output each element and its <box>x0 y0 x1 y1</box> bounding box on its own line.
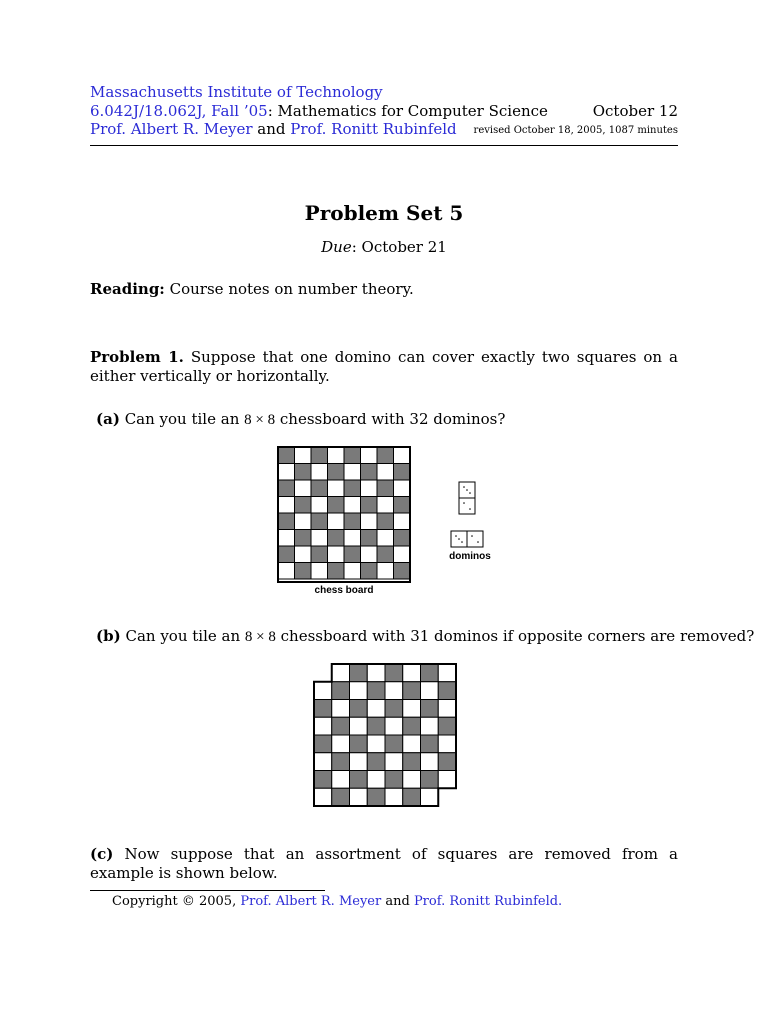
chess-board-b-corners-removed <box>314 664 456 806</box>
board-square <box>311 447 328 464</box>
board-square <box>278 513 295 530</box>
board-square <box>394 497 411 514</box>
board-square <box>295 497 312 514</box>
board-square <box>403 717 421 735</box>
board-square <box>367 753 385 771</box>
board-square <box>385 700 403 718</box>
board-square <box>328 480 345 497</box>
board-square <box>328 546 345 563</box>
board-square <box>394 480 411 497</box>
board-square <box>377 563 394 580</box>
part-c-text-1: Now suppose that an assortment of squares are removed from a <box>124 845 678 863</box>
domino-pip <box>471 535 473 537</box>
problem1-text-1: Suppose that one domino can cover exactly two squares on a <box>190 348 678 366</box>
board-square <box>332 788 350 806</box>
board-square <box>377 464 394 481</box>
board-square <box>377 497 394 514</box>
due-label: Due <box>321 238 352 256</box>
board-square <box>367 771 385 789</box>
board-square <box>421 771 439 789</box>
board-square <box>421 788 439 806</box>
part-a-pre: Can you tile an <box>124 410 240 428</box>
board-square <box>278 530 295 547</box>
board-square <box>421 682 439 700</box>
board-square <box>311 464 328 481</box>
problem1-line2: either vertically or horizontally. <box>90 367 330 385</box>
part-a-post: chessboard with 32 dominos? <box>279 410 506 428</box>
board-square <box>421 735 439 753</box>
board-square <box>361 513 378 530</box>
board-square <box>278 447 295 464</box>
footer-and: and <box>385 894 410 909</box>
board-square <box>361 447 378 464</box>
board-square <box>332 771 350 789</box>
board-square <box>295 513 312 530</box>
horizontal-domino <box>451 531 483 547</box>
board-square <box>278 546 295 563</box>
board-square <box>394 464 411 481</box>
board-square <box>385 788 403 806</box>
board-square <box>311 480 328 497</box>
board-square <box>344 497 361 514</box>
board-square <box>295 563 312 580</box>
domino-pip <box>466 489 468 491</box>
due-value: : October 21 <box>351 238 447 256</box>
part-b-question <box>96 627 754 647</box>
domino-pip <box>463 502 465 504</box>
domino-half <box>459 498 475 514</box>
chess-board-a <box>278 447 410 582</box>
board-square <box>367 735 385 753</box>
board-square <box>385 682 403 700</box>
board-square <box>367 664 385 682</box>
board-square <box>421 717 439 735</box>
header-date: October 12 <box>592 102 678 120</box>
board-square <box>438 771 456 789</box>
board-square <box>438 717 456 735</box>
board-square <box>377 447 394 464</box>
problem1-label: Problem 1. <box>90 348 184 366</box>
board-square <box>344 563 361 580</box>
board-square <box>295 464 312 481</box>
board-square <box>361 464 378 481</box>
board-square <box>278 464 295 481</box>
prof-rubinfeld-link[interactable]: Prof. Ronitt Rubinfeld <box>290 120 457 138</box>
board-square <box>361 480 378 497</box>
board-square <box>295 546 312 563</box>
board-square <box>403 788 421 806</box>
board-square <box>350 682 368 700</box>
part-a-math: 8 × 8 <box>244 412 276 428</box>
board-square <box>385 753 403 771</box>
board-square <box>344 480 361 497</box>
board-square <box>328 530 345 547</box>
board-square <box>350 753 368 771</box>
vertical-domino <box>459 482 475 514</box>
board-square <box>311 563 328 580</box>
board-square <box>377 480 394 497</box>
revision-note: revised October 18, 2005, 1087 minutes <box>473 125 678 136</box>
board-square <box>394 546 411 563</box>
domino-pip <box>477 541 479 543</box>
part-b-label: (b) <box>96 627 121 645</box>
domino-half <box>467 531 483 547</box>
board-square <box>332 682 350 700</box>
footnote-rule <box>90 890 325 891</box>
board-square <box>332 753 350 771</box>
and-text: and <box>257 120 286 138</box>
page-title: Problem Set 5 <box>304 201 464 225</box>
board-square <box>314 788 332 806</box>
board-square <box>403 735 421 753</box>
board-square <box>332 717 350 735</box>
institution-name: Massachusetts Institute of Technology <box>90 83 383 101</box>
board-square <box>403 700 421 718</box>
chess-board-caption: chess board <box>314 585 374 596</box>
board-square <box>314 717 332 735</box>
board-square <box>350 771 368 789</box>
board-square <box>361 546 378 563</box>
board-square <box>350 788 368 806</box>
board-square <box>385 664 403 682</box>
board-square <box>344 530 361 547</box>
domino-pip <box>458 538 460 540</box>
copyright-footer <box>112 894 562 909</box>
board-square <box>311 513 328 530</box>
board-square <box>350 717 368 735</box>
board-square <box>385 735 403 753</box>
board-square <box>311 530 328 547</box>
board-square <box>394 447 411 464</box>
board-square <box>385 717 403 735</box>
domino-pip <box>461 541 463 543</box>
domino-pip <box>469 508 471 510</box>
board-square <box>314 771 332 789</box>
board-square <box>377 546 394 563</box>
board-square <box>421 753 439 771</box>
board-square <box>403 771 421 789</box>
course-numbers-link[interactable]: 6.042J/18.062J, Fall ’05 <box>90 102 268 120</box>
board-square <box>295 530 312 547</box>
dominos-caption: dominos <box>449 551 491 562</box>
reading-text: Course notes on number theory. <box>169 280 414 298</box>
board-square <box>344 513 361 530</box>
board-square <box>361 497 378 514</box>
board-square <box>328 563 345 580</box>
board-square <box>361 563 378 580</box>
board-square <box>421 700 439 718</box>
board-square <box>367 682 385 700</box>
board-square <box>385 771 403 789</box>
board-square <box>311 546 328 563</box>
board-square <box>328 513 345 530</box>
board-square <box>350 735 368 753</box>
domino-pip <box>463 486 465 488</box>
footer-prof-rubinfeld-link[interactable]: Prof. Ronitt Rubinfeld. <box>413 894 563 909</box>
board-square <box>350 664 368 682</box>
part-a-label: (a) <box>96 410 120 428</box>
board-square <box>314 753 332 771</box>
board-square <box>278 563 295 580</box>
board-square <box>295 480 312 497</box>
board-square <box>367 717 385 735</box>
board-square <box>438 682 456 700</box>
board-square <box>328 497 345 514</box>
board-square <box>278 480 295 497</box>
part-b-math: 8 × 8 <box>244 629 276 645</box>
part-c-line1 <box>90 845 678 864</box>
board-square <box>394 530 411 547</box>
board-square <box>361 530 378 547</box>
part-c-line2: example is shown below. <box>90 864 278 882</box>
board-square <box>328 447 345 464</box>
board-square <box>332 700 350 718</box>
board-square <box>438 753 456 771</box>
board-square <box>278 497 295 514</box>
board-square <box>438 735 456 753</box>
course-title: : Mathematics for Computer Science <box>267 102 548 120</box>
board-square <box>328 464 345 481</box>
board-square <box>438 700 456 718</box>
part-c-label: (c) <box>90 845 114 863</box>
board-square <box>403 664 421 682</box>
board-square <box>344 546 361 563</box>
board-square <box>332 664 350 682</box>
board-square <box>344 447 361 464</box>
board-square <box>332 735 350 753</box>
copyright-text: Copyright © 2005, <box>112 894 237 909</box>
board-square <box>311 497 328 514</box>
board-square <box>394 563 411 580</box>
board-square <box>367 788 385 806</box>
board-square <box>438 664 456 682</box>
board-square <box>314 700 332 718</box>
board-square <box>421 664 439 682</box>
board-square <box>314 682 332 700</box>
part-b-pre: Can you tile an <box>125 627 241 645</box>
board-square <box>350 700 368 718</box>
board-square <box>295 447 312 464</box>
domino-pip <box>455 535 457 537</box>
footer-prof-meyer-link[interactable]: Prof. Albert R. Meyer <box>240 894 382 909</box>
part-b-post: chessboard with 31 dominos if opposite corners are removed? <box>280 627 755 645</box>
board-square <box>367 700 385 718</box>
domino-pip <box>469 492 471 494</box>
board-square <box>394 513 411 530</box>
board-square <box>377 513 394 530</box>
reading-label: Reading: <box>90 280 165 298</box>
prof-meyer-link[interactable]: Prof. Albert R. Meyer <box>90 120 253 138</box>
board-square <box>344 464 361 481</box>
board-square <box>403 682 421 700</box>
board-square <box>314 735 332 753</box>
board-square <box>377 530 394 547</box>
board-square <box>403 753 421 771</box>
